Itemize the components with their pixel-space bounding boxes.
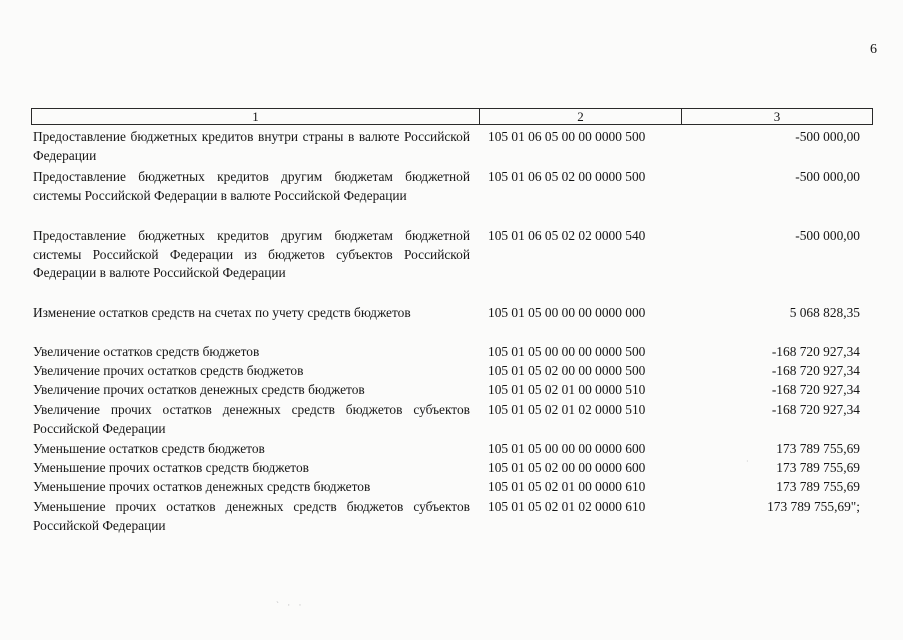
table-header <box>31 108 873 125</box>
page-number: 6 <box>870 42 877 57</box>
row-amount: 173 789 755,69"; <box>767 499 860 514</box>
row-code: 105 01 06 05 02 02 0000 540 <box>488 228 646 243</box>
row-amount: -168 720 927,34 <box>771 382 860 397</box>
row-code: 105 01 05 00 00 00 0000 500 <box>488 344 646 359</box>
row-amount: -168 720 927,34 <box>771 402 860 417</box>
row-amount: -500 000,00 <box>795 169 860 184</box>
row-code: 105 01 05 02 00 00 0000 600 <box>488 460 646 475</box>
row-code: 105 01 05 02 01 02 0000 510 <box>488 402 646 417</box>
row-amount: -168 720 927,34 <box>771 363 860 378</box>
column-header-2: 2 <box>480 109 682 124</box>
row-name: Уменьшение прочих остатков денежных средств бюджетов <box>33 479 371 494</box>
row-name: Увеличение прочих остатков денежных средств бюджетов <box>33 382 365 397</box>
row-name: Уменьшение прочих остатков средств бюджетов <box>33 460 309 475</box>
row-code: 105 01 05 02 00 00 0000 500 <box>488 363 646 378</box>
row-name: Изменение остатков средств на счетах по учету средств бюджетов <box>33 305 411 320</box>
row-name: Уменьшение прочих остатков денежных средств бюджетов субъектов Российской Федерации <box>33 499 470 533</box>
row-code: 105 01 05 02 01 02 0000 610 <box>488 499 646 514</box>
row-code: 105 01 05 00 00 00 0000 600 <box>488 441 646 456</box>
row-amount: 173 789 755,69 <box>776 460 860 475</box>
row-name: Предоставление бюджетных кредитов внутри страны в валюте Российской Федерации <box>33 129 470 163</box>
row-amount: 5 068 828,35 <box>789 305 860 320</box>
row-name: Предоставление бюджетных кредитов другим бюджетам бюджетной системы Российской Федерации из бюджетов субъектов Российской Федерации в валюте Российской Федерации <box>33 228 470 280</box>
row-code: 105 01 05 02 01 00 0000 610 <box>488 479 646 494</box>
column-header-3: 3 <box>773 109 781 124</box>
row-name: Увеличение прочих остатков денежных средств бюджетов субъектов Российской Федерации <box>33 402 470 436</box>
row-code: 105 01 06 05 02 00 0000 500 <box>488 169 646 184</box>
row-name: Предоставление бюджетных кредитов другим бюджетам бюджетной системы Российской Федерации в валюте Российской Федерации <box>33 169 470 203</box>
row-name: Уменьшение остатков средств бюджетов <box>33 441 265 456</box>
row-code: 105 01 05 02 01 00 0000 510 <box>488 382 646 397</box>
scan-specks: ` · · <box>276 600 305 610</box>
scan-speck: · <box>746 457 749 466</box>
row-amount: 173 789 755,69 <box>776 441 860 456</box>
row-amount: -500 000,00 <box>795 228 860 243</box>
row-code: 105 01 05 00 00 00 0000 000 <box>488 305 646 320</box>
row-amount: -168 720 927,34 <box>771 344 860 359</box>
row-amount: 173 789 755,69 <box>776 479 860 494</box>
column-header-1: 1 <box>32 109 480 124</box>
row-amount: -500 000,00 <box>795 129 860 144</box>
row-name: Увеличение прочих остатков средств бюджетов <box>33 363 304 378</box>
row-name: Увеличение остатков средств бюджетов <box>33 344 260 359</box>
row-code: 105 01 06 05 00 00 0000 500 <box>488 129 646 144</box>
